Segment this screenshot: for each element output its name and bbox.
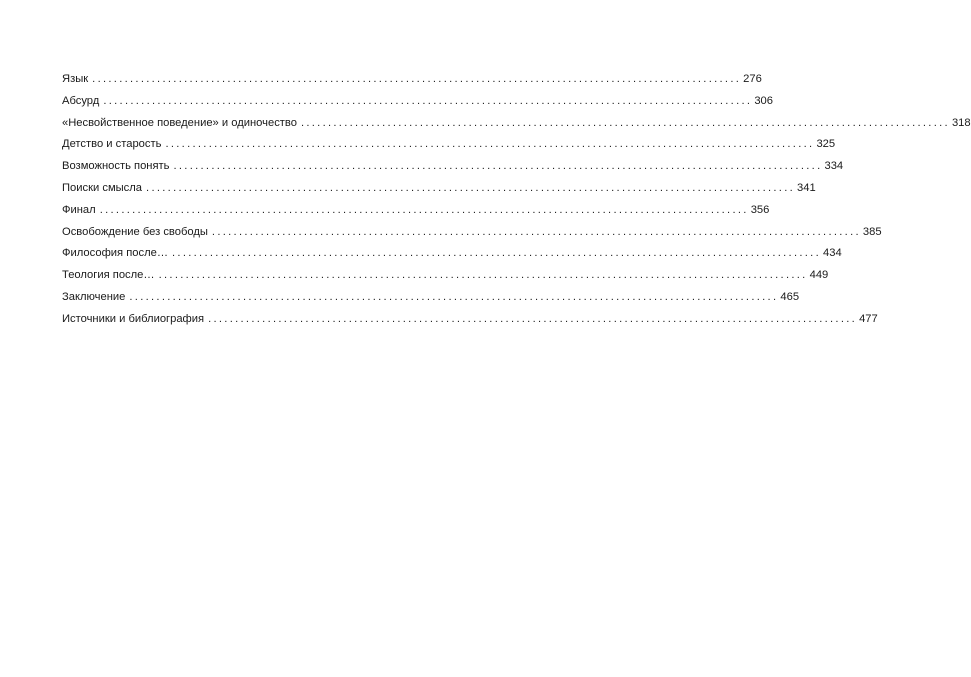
toc-entry	[62, 312, 878, 336]
toc-leader-dots: ........................................................................................................................	[129, 290, 779, 303]
toc-entry-page: 325	[816, 138, 836, 151]
toc-entry	[62, 160, 844, 183]
toc-entry-title: Возможность понять	[62, 160, 170, 173]
toc-entry-title: Источники и библиография	[62, 312, 205, 325]
toc-entry-title: Заключение	[62, 290, 126, 303]
toc-entry-title: Язык	[62, 73, 89, 85]
toc-entry-page: 276	[743, 73, 762, 85]
toc-entry-page: 356	[750, 203, 770, 216]
toc-leader-dots: ........................................................................................................................	[173, 160, 823, 173]
toc-entry-page: 318	[951, 116, 971, 129]
toc-entry	[62, 181, 816, 205]
toc-entry	[62, 290, 800, 314]
toc-leader-dots: ........................................................................................................................	[103, 94, 753, 107]
toc-leader-dots: ........................................................................................................................	[300, 116, 950, 129]
toc-entry	[62, 247, 842, 270]
toc-entry	[62, 203, 770, 227]
toc-leader-dots: ........................................................................................................................	[92, 73, 742, 85]
toc-leader-dots: ........................................................................................................................	[165, 138, 815, 151]
toc-leader-dots: ........................................................................................................................	[211, 225, 861, 238]
toc-entry-page: 449	[809, 269, 829, 282]
toc-entry	[62, 73, 762, 96]
toc-entry-title: Детство и старость	[62, 138, 162, 151]
toc-entry-title: Философия после…	[62, 247, 169, 260]
toc-entry-title: Финал	[62, 203, 96, 216]
toc-entry	[62, 138, 836, 161]
toc-leader-dots: ........................................................................................................................	[146, 181, 796, 194]
toc-entry-page: 385	[862, 225, 882, 238]
toc-entry-page: 306	[754, 94, 773, 107]
toc-entry	[62, 116, 971, 140]
toc-entry-title: «Несвойственное поведение» и одиночество	[62, 116, 297, 129]
table-of-contents	[62, 73, 971, 336]
toc-entry-page: 477	[859, 312, 878, 325]
toc-leader-dots: ........................................................................................................................	[158, 269, 808, 282]
toc-entry	[62, 225, 882, 249]
toc-entry-title: Теология после…	[62, 269, 155, 282]
toc-entry-title: Поиски смысла	[62, 181, 143, 194]
toc-entry-title: Абсурд	[62, 94, 100, 107]
toc-entry-title: Освобождение без свободы	[62, 225, 208, 238]
toc-entry-page: 341	[797, 181, 816, 194]
toc-entry-page: 465	[780, 290, 800, 303]
toc-entry-page: 434	[823, 247, 842, 260]
toc-leader-dots: ........................................................................................................................	[99, 203, 749, 216]
toc-leader-dots: ........................................................................................................................	[172, 247, 822, 260]
toc-entry-page: 334	[824, 160, 844, 173]
toc-entry	[62, 94, 773, 118]
toc-entry	[62, 269, 829, 292]
toc-leader-dots: ........................................................................................................................	[208, 312, 858, 325]
